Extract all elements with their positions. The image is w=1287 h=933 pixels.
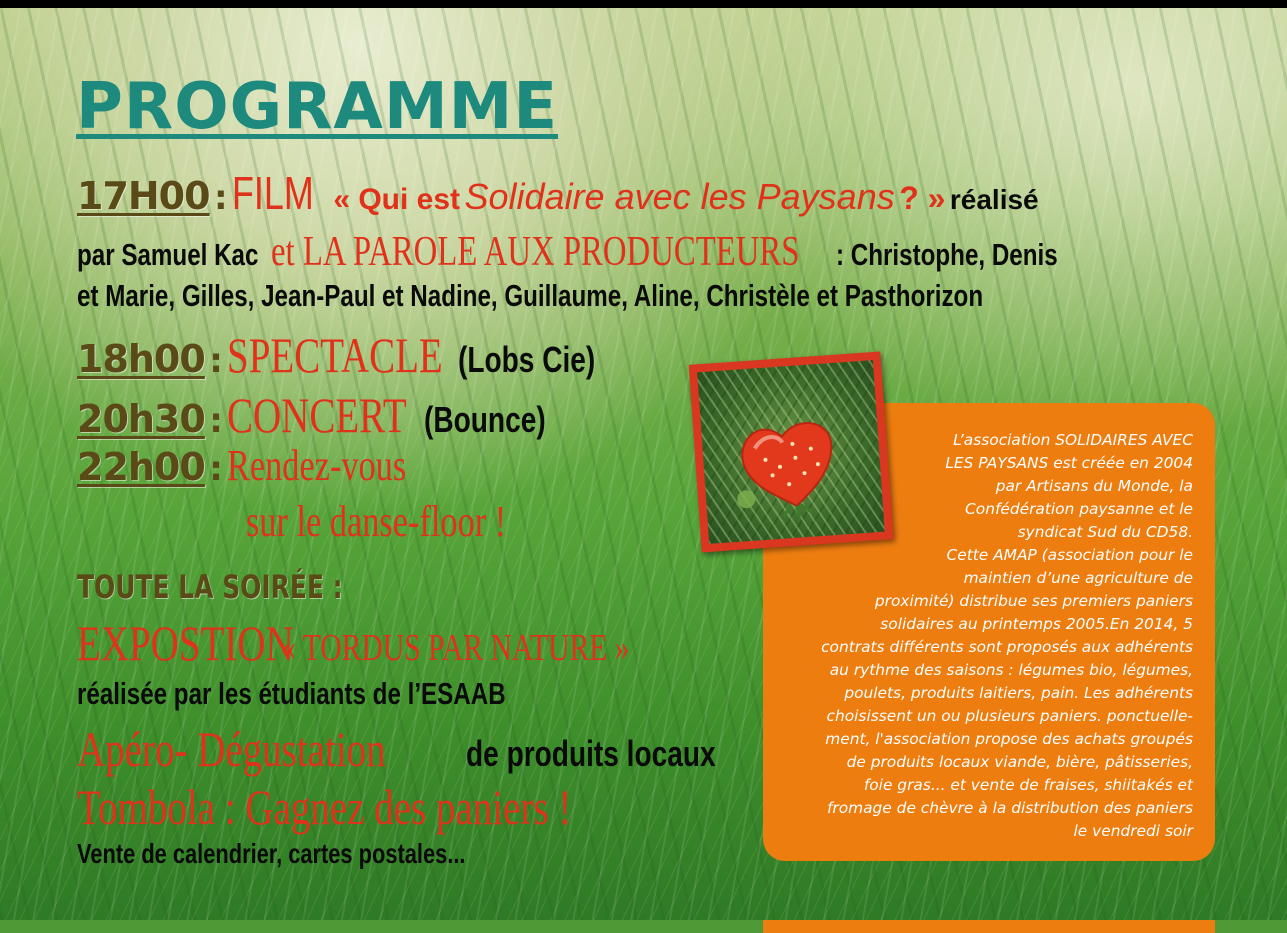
info-line: ment, l'association propose des achats groupés bbox=[825, 730, 1193, 748]
info-line: foie gras... et vente de fraises, shiitakés et bbox=[863, 776, 1193, 794]
all-evening-heading-row bbox=[77, 568, 418, 606]
expo-by-row bbox=[77, 676, 627, 712]
info-line: poulets, produits laitiers, pain. Les adhérents bbox=[844, 684, 1193, 702]
expo-label: EXPOSTION bbox=[77, 615, 294, 671]
concert-label: CONCERT bbox=[227, 387, 408, 443]
info-line: Confédération paysanne et le bbox=[965, 500, 1193, 518]
time-20h30: 20h30 bbox=[77, 397, 205, 441]
bottom-strip bbox=[0, 920, 1287, 933]
info-line: maintien d’une agriculture de bbox=[963, 569, 1193, 587]
info-line: syndicat Sud du CD58. bbox=[1017, 523, 1193, 541]
schedule-spectacle bbox=[77, 326, 634, 384]
tombola-label: Tombola : Gagnez des paniers ! bbox=[77, 779, 572, 835]
info-line: le vendredi soir bbox=[1073, 822, 1193, 840]
expo-row bbox=[77, 614, 728, 672]
separator: : bbox=[209, 341, 223, 381]
info-line: Cette AMAP (association pour le bbox=[946, 546, 1193, 564]
film-director: par Samuel Kac bbox=[77, 237, 259, 272]
film-credits bbox=[77, 228, 1120, 276]
film-title: Solidaire avec les Paysans bbox=[464, 176, 895, 217]
info-line: LES PAYSANS est créée en 2004 bbox=[945, 454, 1193, 472]
strawberry-icon bbox=[697, 360, 885, 544]
dance-line-1: Rendez-vous bbox=[227, 441, 407, 490]
info-line: fromage de chèvre à la distribution des paniers bbox=[826, 799, 1193, 817]
separator: : bbox=[209, 449, 223, 489]
sales-row bbox=[77, 838, 575, 870]
strawberry-photo bbox=[689, 352, 894, 553]
info-line: solidaires au printemps 2005.En 2014, 5 bbox=[880, 615, 1193, 633]
film-realise: réalisé bbox=[949, 184, 1039, 215]
schedule-film bbox=[77, 166, 1039, 219]
all-evening-heading: TOUTE LA SOIRÉE : bbox=[77, 568, 343, 606]
parole-label: et LA PAROLE AUX PRODUCTEURS bbox=[271, 229, 800, 275]
time-22h00: 22h00 bbox=[77, 445, 205, 489]
spectacle-detail: (Lobs Cie) bbox=[458, 339, 596, 380]
separator: : bbox=[214, 178, 228, 218]
concert-detail: (Bounce) bbox=[424, 399, 546, 440]
producers-line-1: : Christophe, Denis bbox=[835, 237, 1058, 272]
apero-detail: de produits locaux bbox=[466, 733, 717, 774]
schedule-dance bbox=[77, 440, 457, 491]
apero-row bbox=[77, 720, 787, 778]
sales-text: Vente de calendrier, cartes postales... bbox=[77, 838, 466, 869]
film-quote-close: ? » bbox=[899, 180, 946, 216]
film-quote-open: « Qui est bbox=[333, 183, 461, 216]
expo-by: réalisée par les étudiants de l’ESAAB bbox=[77, 676, 506, 711]
apero-label: Apéro- Dégustation bbox=[77, 721, 386, 777]
strawberry-image bbox=[697, 360, 885, 544]
producers-line-2-row bbox=[77, 278, 1239, 314]
time-17h00: 17H00 bbox=[77, 174, 210, 218]
expo-title: « TORDUS PAR NATURE » bbox=[281, 627, 631, 669]
spectacle-label: SPECTACLE bbox=[227, 327, 444, 383]
info-line: L’association SOLIDAIRES AVEC bbox=[953, 431, 1193, 449]
page-title: PROGRAMME bbox=[76, 70, 559, 144]
producers-line-2: et Marie, Gilles, Jean-Paul et Nadine, Guillaume, Aline, Christèle et Pasthorizon bbox=[77, 278, 984, 313]
info-line: au rythme des saisons : légumes bio, légumes, bbox=[829, 661, 1193, 679]
info-line: proximité) distribue ses premiers paniers bbox=[874, 592, 1193, 610]
info-line: choisissent un ou plusieurs paniers. ponctuelle- bbox=[826, 707, 1193, 725]
poster bbox=[0, 8, 1287, 920]
dance-line-2: sur le danse-floor ! bbox=[246, 497, 507, 546]
bottom-strip-box bbox=[763, 920, 1215, 933]
info-line: de produits locaux viande, bière, pâtisseries, bbox=[846, 753, 1193, 771]
tombola-row bbox=[77, 778, 711, 836]
separator: : bbox=[209, 401, 223, 441]
schedule-concert bbox=[77, 386, 580, 444]
info-line: par Artisans du Monde, la bbox=[995, 477, 1193, 495]
info-line: contrats différents sont proposés aux adhérents bbox=[821, 638, 1193, 656]
schedule-dance-2 bbox=[246, 496, 580, 547]
film-label: FILM bbox=[232, 167, 314, 219]
time-18h00: 18h00 bbox=[77, 337, 205, 381]
